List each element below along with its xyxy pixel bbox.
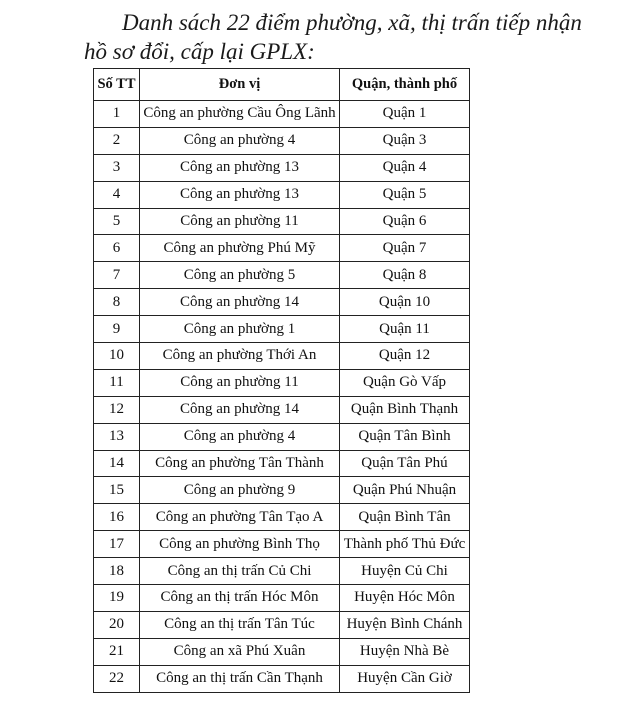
cell-district: Huyện Củ Chi: [340, 558, 470, 585]
table-row: [94, 665, 470, 692]
cell-unit: Công an thị trấn Tân Túc: [140, 611, 340, 638]
table-row: [94, 638, 470, 665]
cell-unit: Công an phường Tân Tạo A: [140, 504, 340, 531]
table-row: [94, 504, 470, 531]
table-row: [94, 101, 470, 128]
table-row: [94, 154, 470, 181]
table-row: [94, 289, 470, 316]
cell-district: Quận Bình Tân: [340, 504, 470, 531]
cell-serial-number: 22: [94, 665, 140, 692]
cell-unit: Công an phường 5: [140, 262, 340, 289]
table-row: [94, 208, 470, 235]
cell-district: Quận Bình Thạnh: [340, 396, 470, 423]
header-district: Quận, thành phố: [340, 69, 470, 101]
table-row: [94, 127, 470, 154]
cell-serial-number: 20: [94, 611, 140, 638]
table-row: [94, 531, 470, 558]
cell-serial-number: 13: [94, 423, 140, 450]
cell-unit: Công an phường 4: [140, 423, 340, 450]
cell-serial-number: 5: [94, 208, 140, 235]
cell-serial-number: 7: [94, 262, 140, 289]
cell-serial-number: 15: [94, 477, 140, 504]
cell-unit: Công an phường 9: [140, 477, 340, 504]
table-row: [94, 181, 470, 208]
cell-district: Quận 11: [340, 316, 470, 343]
cell-serial-number: 21: [94, 638, 140, 665]
table-body: [94, 101, 470, 693]
cell-unit: Công an phường Phú Mỹ: [140, 235, 340, 262]
cell-serial-number: 8: [94, 289, 140, 316]
cell-unit: Công an phường 4: [140, 127, 340, 154]
table-row: [94, 423, 470, 450]
cell-district: Quận Gò Vấp: [340, 369, 470, 396]
cell-unit: Công an phường 13: [140, 154, 340, 181]
cell-serial-number: 6: [94, 235, 140, 262]
cell-unit: Công an thị trấn Cần Thạnh: [140, 665, 340, 692]
cell-unit: Công an thị trấn Hóc Môn: [140, 585, 340, 612]
cell-unit: Công an phường 1: [140, 316, 340, 343]
cell-serial-number: 17: [94, 531, 140, 558]
table-row: [94, 235, 470, 262]
table-row: [94, 558, 470, 585]
cell-unit: Công an thị trấn Củ Chi: [140, 558, 340, 585]
cell-serial-number: 19: [94, 585, 140, 612]
table-row: [94, 396, 470, 423]
cell-district: Huyện Cần Giờ: [340, 665, 470, 692]
document-title-line-1: Danh sách 22 điểm phường, xã, thị trấn tiếp nhận: [122, 10, 582, 35]
cell-district: Quận 10: [340, 289, 470, 316]
cell-district: Huyện Nhà Bè: [340, 638, 470, 665]
cell-district: Quận 5: [340, 181, 470, 208]
cell-unit: Công an xã Phú Xuân: [140, 638, 340, 665]
cell-serial-number: 12: [94, 396, 140, 423]
cell-serial-number: 2: [94, 127, 140, 154]
cell-district: Quận Phú Nhuận: [340, 477, 470, 504]
cell-district: Quận 12: [340, 343, 470, 370]
cell-unit: Công an phường Cầu Ông Lãnh: [140, 101, 340, 128]
registration-points-table: [93, 68, 470, 693]
table-row: [94, 262, 470, 289]
cell-unit: Công an phường 11: [140, 208, 340, 235]
document-title-line-2: hồ sơ đổi, cấp lại GPLX:: [84, 39, 315, 64]
cell-district: Quận 7: [340, 235, 470, 262]
cell-unit: Công an phường 13: [140, 181, 340, 208]
table-row: [94, 316, 470, 343]
table-row: [94, 343, 470, 370]
cell-unit: Công an phường 14: [140, 396, 340, 423]
cell-serial-number: 3: [94, 154, 140, 181]
cell-district: Huyện Hóc Môn: [340, 585, 470, 612]
table-row: [94, 611, 470, 638]
cell-serial-number: 18: [94, 558, 140, 585]
cell-district: Quận 4: [340, 154, 470, 181]
table-row: [94, 477, 470, 504]
cell-unit: Công an phường Thới An: [140, 343, 340, 370]
cell-unit: Công an phường 14: [140, 289, 340, 316]
cell-unit: Công an phường Bình Thọ: [140, 531, 340, 558]
cell-district: Quận 1: [340, 101, 470, 128]
cell-district: Thành phố Thủ Đức: [340, 531, 470, 558]
cell-unit: Công an phường 11: [140, 369, 340, 396]
cell-district: Quận 6: [340, 208, 470, 235]
cell-unit: Công an phường Tân Thành: [140, 450, 340, 477]
header-serial-number: Số TT: [94, 69, 140, 101]
table-row: [94, 450, 470, 477]
cell-serial-number: 16: [94, 504, 140, 531]
cell-serial-number: 11: [94, 369, 140, 396]
header-unit: Đơn vị: [140, 69, 340, 101]
cell-serial-number: 4: [94, 181, 140, 208]
cell-district: Quận 8: [340, 262, 470, 289]
cell-district: Quận 3: [340, 127, 470, 154]
cell-serial-number: 9: [94, 316, 140, 343]
table-header-row: [94, 69, 470, 101]
cell-serial-number: 1: [94, 101, 140, 128]
cell-district: Quận Tân Phú: [340, 450, 470, 477]
table-row: [94, 369, 470, 396]
table-row: [94, 585, 470, 612]
cell-serial-number: 10: [94, 343, 140, 370]
document-title: [84, 8, 614, 66]
cell-district: Quận Tân Bình: [340, 423, 470, 450]
cell-district: Huyện Bình Chánh: [340, 611, 470, 638]
cell-serial-number: 14: [94, 450, 140, 477]
